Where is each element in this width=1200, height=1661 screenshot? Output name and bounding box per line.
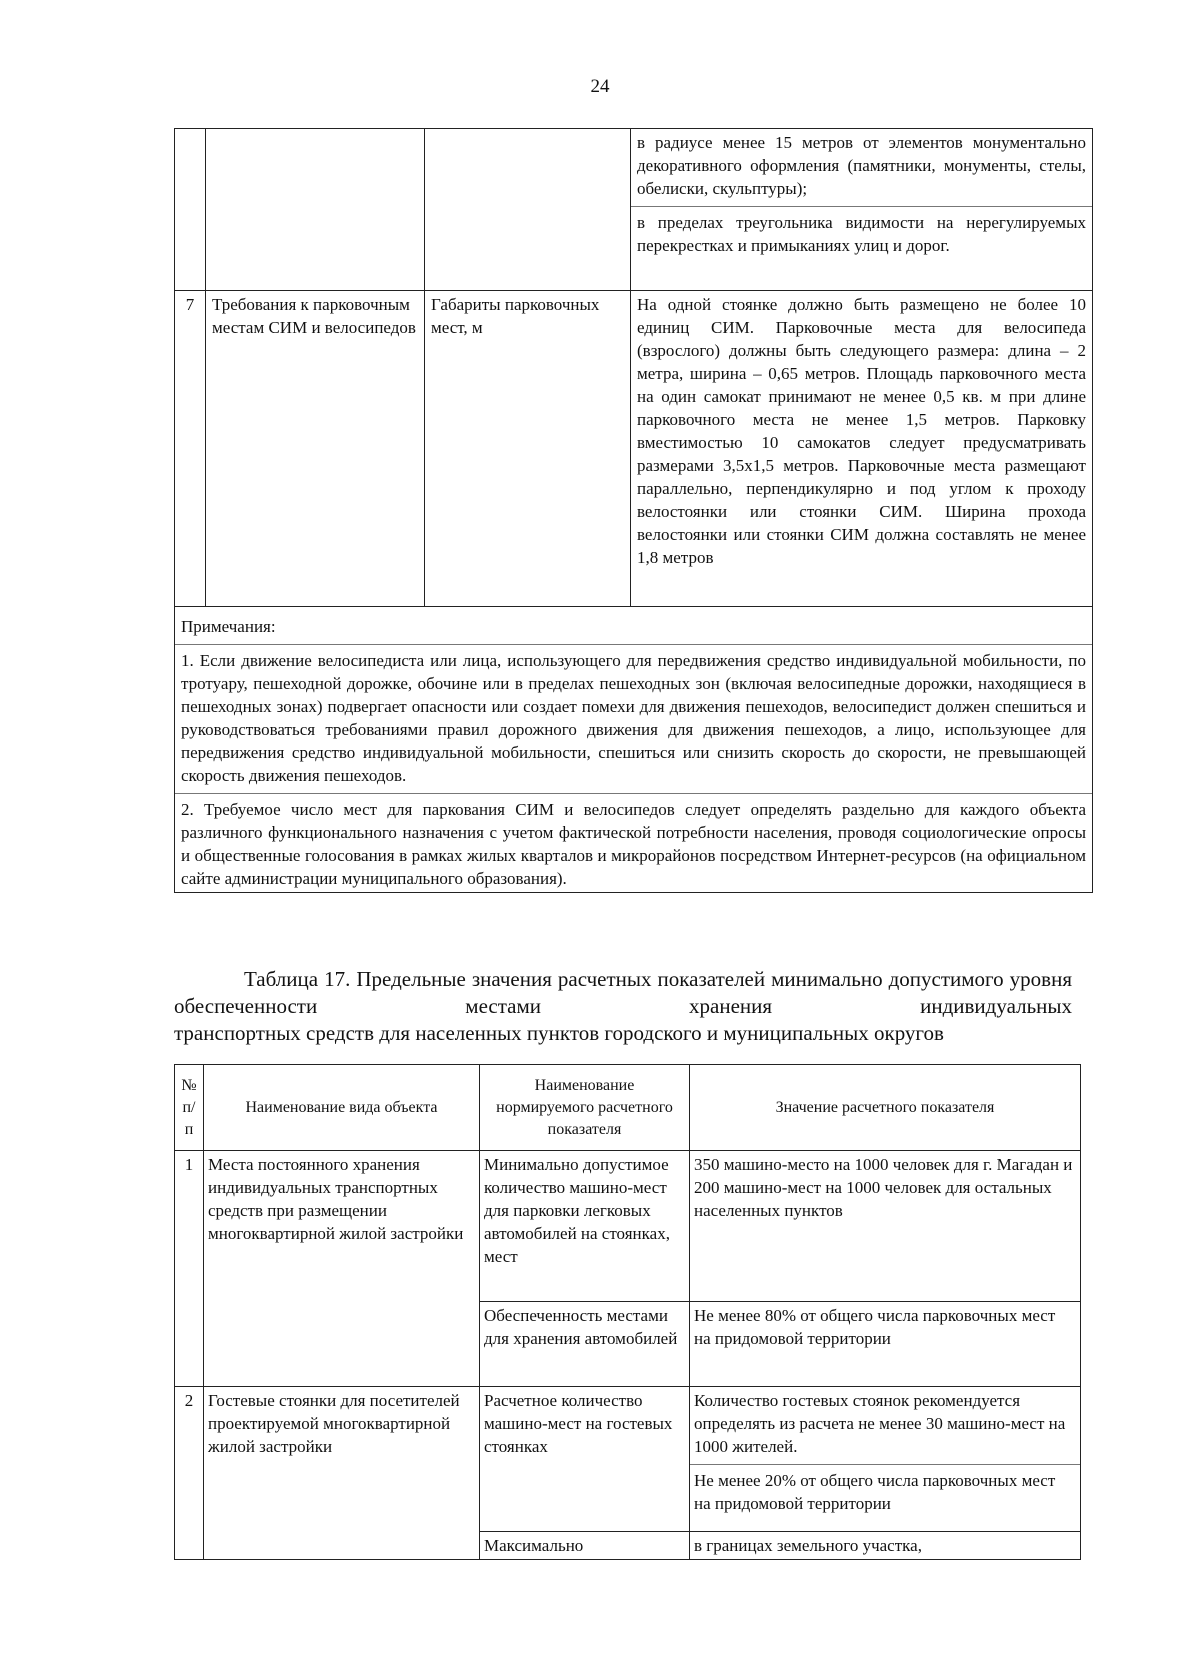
table-caption — [174, 966, 1072, 1047]
notes-row — [175, 607, 1093, 893]
indicator-value: в границах земельного участка, — [690, 1532, 1081, 1560]
table-row — [175, 1387, 1081, 1532]
table-row — [175, 1151, 1081, 1302]
parking-standards-table — [174, 1064, 1081, 1560]
indicator-name: Максимально — [480, 1532, 690, 1560]
note-item: 2. Требуемое число мест для паркования СИМ и велосипедов следует определять раздельно для каждого объекта различного функционального назначения с учетом фактической потребности населения, проводя социологические опросы и общественные голосования в рамках жилых кварталов и микрорайонов посредством Интернет-ресурсов (на официальном сайте администрации муниципального образования). — [181, 800, 1086, 888]
header-indicator: Наименование нормируемого расчетного показателя — [480, 1065, 690, 1151]
indicator-value: Не менее 80% от общего числа парковочных мест на придомовой территории — [690, 1302, 1081, 1387]
row-number: 2 — [175, 1387, 204, 1560]
indicator-name: Минимально допустимое количество машино-мест для парковки легковых автомобилей на стоянках, мест — [480, 1151, 690, 1302]
header-num: № п/п — [175, 1065, 204, 1151]
indicator-value: Не менее 20% от общего числа парковочных мест на придомовой территории — [694, 1471, 1056, 1513]
note-item: 1. Если движение велосипедиста или лица, использующего для передвижения средство индивидуальной мобильности, по тротуару, пешеходной дорожке, обочине или в пределах пешеходных зон (включая велосипедные дорожки, находящиеся в пешеходных зонах) подвергает опасности или создает помехи для движения пешеходов, велосипедист должен спешиться и руководствоваться требованиями правил дорожного движения для движения пешеходов, а лицо, использующее для передвижения средство индивидуальной мобильности, спешиться или снизить скорость до скорости, не превышающей скорость движения пешеходов. — [181, 651, 1086, 785]
requirement-name: Требования к парковочным местам СИМ и велосипедов — [206, 291, 425, 607]
page-number: 24 — [590, 76, 610, 97]
caption-last-line: транспортных средств для населенных пунктов городского и муниципальных округов — [174, 1021, 944, 1045]
indicator-value: 350 машино-место на 1000 человек для г. Магадан и 200 машино-мест на 1000 человек для остальных населенных пунктов — [690, 1151, 1081, 1302]
header-row — [175, 1065, 1081, 1151]
value-text: в пределах треугольника видимости на нерегулируемых перекрестках и примыканиях улиц и дорог. — [637, 213, 1086, 255]
cell-divider — [175, 793, 1092, 794]
requirements-table — [174, 128, 1093, 893]
cell-divider — [690, 1464, 1080, 1465]
caption-text: Таблица 17. Предельные значения расчетных показателей минимально допустимого уровня обеспеченности местами хранения индивидуальных — [174, 967, 1072, 1018]
cell-divider — [175, 644, 1092, 645]
indicator-name: Габариты парковочных мест, м — [425, 291, 631, 607]
row-number: 7 — [175, 291, 206, 607]
object-name: Гостевые стоянки для посетителей проектируемой многоквартирной жилой застройки — [204, 1387, 480, 1560]
row-number: 1 — [175, 1151, 204, 1387]
value-text: в радиусе менее 15 метров от элементов монументально декоративного оформления (памятники, монументы, стелы, обелиски, скульптуры); — [637, 133, 1086, 198]
indicator-value-cell — [690, 1387, 1081, 1532]
indicator-name: Обеспеченность местами для хранения автомобилей — [480, 1302, 690, 1387]
notes-title: Примечания: — [181, 617, 276, 636]
indicator-value: Количество гостевых стоянок рекомендуется определять из расчета не менее 30 машино-мест на 1000 жителей. — [694, 1391, 1066, 1456]
indicator-value: На одной стоянке должно быть размещено не более 10 единиц СИМ. Парковочные места для велосипеда (взрослого) должны быть следующего размера: длина – 2 метра, ширина – 0,65 метров. Площадь парковочного места на один самокат принимают не менее 0,5 кв. м при длине парковочного места не менее 1,5 метров. Парковку вместимостью 10 самокатов следует предусматривать размерами 3,5х1,5 метров. Парковочные места размещают параллельно, перпендикулярно и под углом к проходу велостоянки или стоянки СИМ. Ширина прохода велостоянки или стоянки СИМ должна составлять не менее 1,8 метров — [631, 291, 1093, 607]
cell-divider — [631, 206, 1092, 207]
table-row — [175, 291, 1093, 607]
table-row — [175, 129, 1093, 291]
continued-value-cell — [631, 129, 1093, 291]
indicator-name: Расчетное количество машино-мест на гостевых стоянках — [480, 1387, 690, 1532]
notes-cell — [175, 607, 1093, 893]
header-value: Значение расчетного показателя — [690, 1065, 1081, 1151]
header-object: Наименование вида объекта — [204, 1065, 480, 1151]
object-name: Места постоянного хранения индивидуальных транспортных средств при размещении многоквартирной жилой застройки — [204, 1151, 480, 1387]
